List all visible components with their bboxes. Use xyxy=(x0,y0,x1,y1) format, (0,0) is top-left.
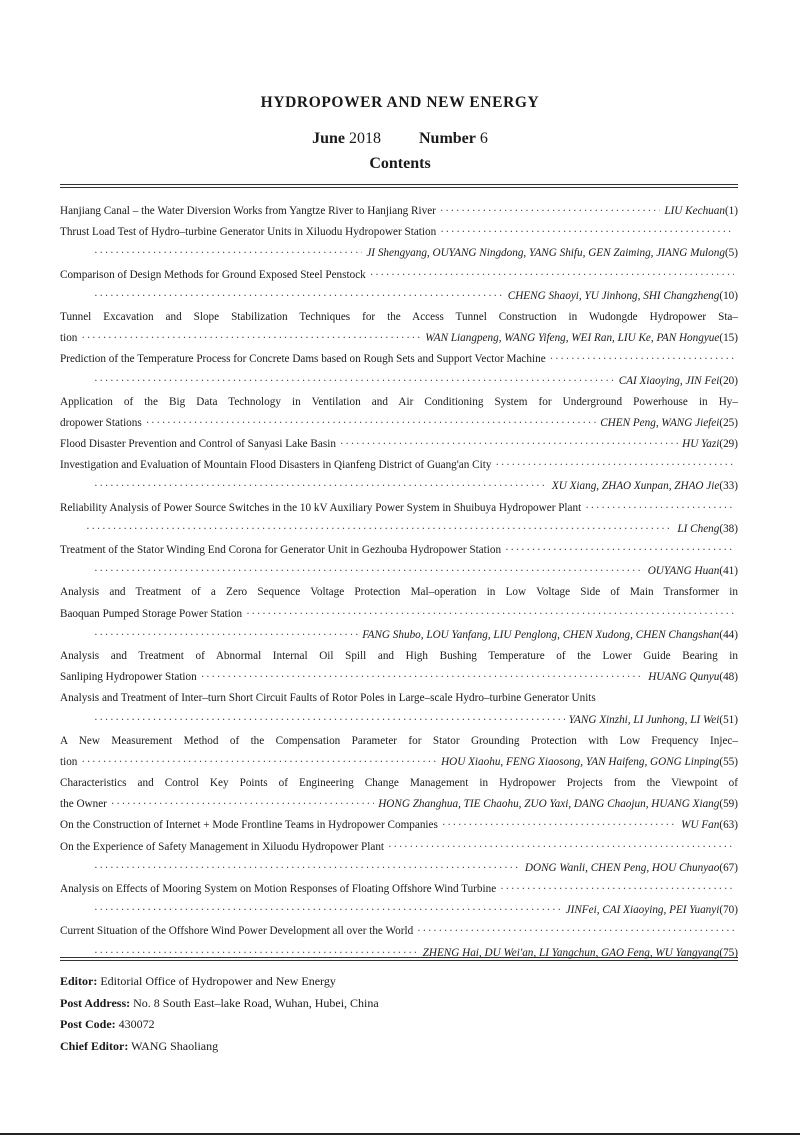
chief-editor-label: Chief Editor: xyxy=(60,1038,129,1053)
toc-entry-4-cont xyxy=(60,328,738,349)
toc-title: Characteristics and Control Key Points of Engineering Change Management in Hydropower Projects from the Viewpoint of xyxy=(60,777,738,790)
toc-page: (20) xyxy=(719,374,738,387)
toc-authors: HUANG Qunyu xyxy=(648,671,720,684)
toc-entry-19 xyxy=(60,921,738,942)
toc-authors: LIU Kechuan xyxy=(664,205,725,217)
toc-entry-4 xyxy=(60,307,738,328)
leader-dots xyxy=(500,879,734,900)
toc-authors: JINFei, CAI Xiaoying, PEI Yuanyi xyxy=(565,904,720,917)
toc-title-cont: Baoquan Pumped Storage Power Station xyxy=(60,607,243,620)
address-label: Post Address: xyxy=(60,995,131,1010)
toc-page: (59) xyxy=(719,798,738,811)
toc-title: Thrust Load Test of Hydro–turbine Generator Units in Xiluodu Hydropower Station xyxy=(60,226,437,239)
toc-entry-14-cont xyxy=(60,752,738,773)
leader-dots xyxy=(94,710,565,731)
table-of-contents xyxy=(60,201,738,964)
chief-editor-value: WANG Shaoliang xyxy=(131,1038,219,1053)
leader-dots xyxy=(440,201,660,222)
toc-authors: CHEN Peng, WANG Jiefei xyxy=(600,416,720,429)
toc-entry-13-cont xyxy=(60,710,738,731)
toc-page: (15) xyxy=(719,332,738,345)
editor-label: Editor: xyxy=(60,974,98,988)
imprint-chief-editor xyxy=(60,1036,738,1058)
leader-dots xyxy=(111,794,374,815)
toc-title: Investigation and Evaluation of Mountain Flood Disasters in Qianfeng District of Guang'an City xyxy=(60,459,492,472)
toc-title: Reliability Analysis of Power Source Switches in the 10 kV Auxiliary Power System in Shuibuya Hydropower Plant xyxy=(60,501,582,514)
toc-authors: HU Yazi xyxy=(682,438,720,451)
toc-title-cont: tion xyxy=(60,332,78,345)
issue-month: June xyxy=(312,130,345,147)
toc-page: (5) xyxy=(724,247,738,260)
leader-dots xyxy=(94,371,615,392)
leader-dots xyxy=(442,815,677,836)
leader-dots xyxy=(495,455,734,476)
top-rule xyxy=(60,184,738,185)
contents-heading: Contents xyxy=(369,155,431,172)
toc-entry-3 xyxy=(60,265,738,286)
toc-title: On the Experience of Safety Management in Xiluodu Hydropower Plant xyxy=(60,840,385,853)
toc-entry-15 xyxy=(60,773,738,794)
leader-dots xyxy=(86,519,673,540)
toc-entry-15-cont xyxy=(60,794,738,815)
toc-entry-9-cont xyxy=(60,519,738,540)
toc-authors: DONG Wanli, CHEN Peng, HOU Chunyao xyxy=(524,861,720,874)
toc-title: Comparison of Design Methods for Ground Exposed Steel Penstock xyxy=(60,268,366,281)
toc-entry-12 xyxy=(60,646,738,667)
toc-page: (55) xyxy=(719,755,738,768)
leader-dots xyxy=(246,604,734,625)
toc-authors: WU Fan xyxy=(681,819,720,832)
toc-entry-14 xyxy=(60,731,738,752)
bottom-rule xyxy=(60,957,738,958)
toc-entry-17 xyxy=(60,837,738,858)
toc-entry-16 xyxy=(60,815,738,836)
toc-entry-8 xyxy=(60,455,738,476)
leader-dots xyxy=(201,667,644,688)
toc-page: (10) xyxy=(719,289,738,302)
top-rule-2 xyxy=(60,187,738,188)
toc-title: Analysis on Effects of Mooring System on Motion Responses of Floating Offshore Wind Turbine xyxy=(60,883,497,895)
toc-title: Analysis and Treatment of Abnormal Internal Oil Spill and High Bushing Temperature of the Lower Guide Bearing in xyxy=(60,649,738,662)
toc-entry-10-cont xyxy=(60,561,738,582)
leader-dots xyxy=(94,243,362,264)
toc-entry-8-cont xyxy=(60,476,738,497)
toc-title: Hanjiang Canal – the Water Diversion Works from Yangtze River to Hanjiang River xyxy=(60,205,436,217)
toc-entry-11 xyxy=(60,582,738,603)
toc-page: (48) xyxy=(719,671,738,684)
toc-authors: OUYANG Huan xyxy=(647,565,720,578)
address-value: No. 8 South East–lake Road, Wuhan, Hubei, China xyxy=(133,995,379,1010)
toc-entry-9 xyxy=(60,498,738,519)
toc-entry-11-authors xyxy=(60,625,738,646)
leader-dots xyxy=(440,222,734,243)
toc-page: (38) xyxy=(719,522,738,535)
leader-dots xyxy=(81,328,421,349)
toc-title: Prediction of the Temperature Process for Concrete Dams based on Rough Sets and Support Vector Machine xyxy=(60,353,546,366)
toc-entry-3-cont xyxy=(60,286,738,307)
toc-entry-12-cont xyxy=(60,667,738,688)
leader-dots xyxy=(388,837,734,858)
toc-title-cont: dropower Stations xyxy=(60,416,142,429)
leader-dots xyxy=(94,286,504,307)
toc-authors: JI Shengyang, OUYANG Ningdong, YANG Shifu, GEN Zaiming, JIANG Mulong xyxy=(366,247,725,260)
toc-title: Analysis and Treatment of a Zero Sequence Voltage Protection Mal–operation in Low Voltage Side of Main Transformer in xyxy=(60,586,738,599)
toc-title-cont: the Owner xyxy=(60,798,107,811)
toc-title: Tunnel Excavation and Slope Stabilization Techniques for the Access Tunnel Construction in Wudongde Hydropower Sta– xyxy=(60,310,738,323)
toc-entry-7 xyxy=(60,434,738,455)
toc-authors: XU Xiang, ZHAO Xunpan, ZHAO Jie xyxy=(551,480,720,493)
toc-authors: CHENG Shaoyi, YU Jinhong, SHI Changzheng xyxy=(507,289,720,302)
toc-authors: HONG Zhanghua, TIE Chaohu, ZUO Yaxi, DANG Chaojun, HUANG Xiang xyxy=(378,798,720,811)
toc-entry-6 xyxy=(60,392,738,413)
leader-dots xyxy=(550,349,734,370)
toc-page: (67) xyxy=(719,861,738,874)
post-code-value: 430072 xyxy=(118,1017,155,1031)
toc-page: (41) xyxy=(719,565,738,578)
leader-dots xyxy=(146,413,596,434)
leader-dots xyxy=(94,858,521,879)
issue-line xyxy=(0,130,800,148)
toc-page: (1) xyxy=(724,205,738,217)
toc-entry-17-cont xyxy=(60,858,738,879)
toc-page: (25) xyxy=(719,416,738,429)
toc-authors: WAN Liangpeng, WANG Yifeng, WEI Ran, LIU Ke, PAN Hongyue xyxy=(425,332,720,345)
toc-page: (51) xyxy=(719,713,738,726)
imprint-address xyxy=(60,993,738,1015)
toc-entry-18 xyxy=(60,879,738,900)
leader-dots xyxy=(94,476,548,497)
toc-title: Analysis and Treatment of Inter–turn Short Circuit Faults of Rotor Poles in Large–scale Hydro–turbine Generator Units xyxy=(60,692,596,705)
bottom-rule-2 xyxy=(60,960,738,961)
issue-year: 2018 xyxy=(349,130,381,147)
imprint xyxy=(60,971,738,1057)
toc-page: (70) xyxy=(719,904,738,917)
toc-page: (44) xyxy=(719,628,738,641)
leader-dots xyxy=(81,752,437,773)
toc-entry-2-cont xyxy=(60,243,738,264)
leader-dots xyxy=(417,921,734,942)
toc-page: (29) xyxy=(719,438,738,451)
toc-title: On the Construction of Internet + Mode Frontline Teams in Hydropower Companies xyxy=(60,819,438,832)
leader-dots xyxy=(94,561,644,582)
toc-title: A New Measurement Method of the Compensation Parameter for Stator Grounding Protection with Low Frequency Injec– xyxy=(60,734,738,747)
leader-dots xyxy=(585,498,734,519)
page-edge-line xyxy=(0,1133,800,1135)
post-code-label: Post Code: xyxy=(60,1017,116,1031)
toc-authors: FANG Shubo, LOU Yanfang, LIU Penglong, CHEN Xudong, CHEN Changshan xyxy=(362,628,720,641)
toc-title: Current Situation of the Offshore Wind Power Development all over the World xyxy=(60,925,414,938)
toc-authors: ZHENG Hai, DU Wei'an, LI Yangchun, GAO Feng, WU Yangyang xyxy=(422,946,720,959)
leader-dots xyxy=(340,434,678,455)
toc-entry-18-cont xyxy=(60,900,738,921)
journal-title: HYDROPOWER AND NEW ENERGY xyxy=(260,94,540,111)
toc-title-cont: Sanliping Hydropower Station xyxy=(60,671,197,684)
toc-entry-5 xyxy=(60,349,738,370)
toc-authors: LI Cheng xyxy=(677,522,720,535)
toc-page: (75) xyxy=(719,946,738,959)
toc-entry-10 xyxy=(60,540,738,561)
toc-authors: YANG Xinzhi, LI Junhong, LI Wei xyxy=(568,713,720,726)
editor-value: Editorial Office of Hydropower and New Energy xyxy=(100,974,336,988)
toc-authors: CAI Xiaoying, JIN Fei xyxy=(618,374,720,387)
toc-entry-11-cont xyxy=(60,604,738,625)
toc-entry-13 xyxy=(60,688,738,709)
toc-title: Application of the Big Data Technology in Ventilation and Air Conditioning System for Underground Powerhouse in Hy– xyxy=(60,395,738,408)
toc-entry-2 xyxy=(60,222,738,243)
toc-title-cont: tion xyxy=(60,755,78,768)
leader-dots xyxy=(370,265,734,286)
toc-entry-5-cont xyxy=(60,371,738,392)
toc-title: Flood Disaster Prevention and Control of Sanyasi Lake Basin xyxy=(60,438,336,451)
issue-number-label: Number xyxy=(419,130,476,147)
leader-dots xyxy=(94,625,358,646)
toc-page: (63) xyxy=(719,819,738,832)
toc-title: Treatment of the Stator Winding End Corona for Generator Unit in Gezhouba Hydropower Station xyxy=(60,544,502,556)
toc-page: (33) xyxy=(719,480,738,493)
toc-entry-6-cont xyxy=(60,413,738,434)
toc-entry-1 xyxy=(60,201,738,222)
imprint-editor xyxy=(60,971,738,993)
leader-dots xyxy=(94,900,562,921)
issue-number: 6 xyxy=(479,130,488,147)
toc-authors: HOU Xiaohu, FENG Xiaosong, YAN Haifeng, GONG Linping xyxy=(441,755,720,768)
imprint-post-code xyxy=(60,1014,738,1036)
leader-dots xyxy=(505,540,734,561)
